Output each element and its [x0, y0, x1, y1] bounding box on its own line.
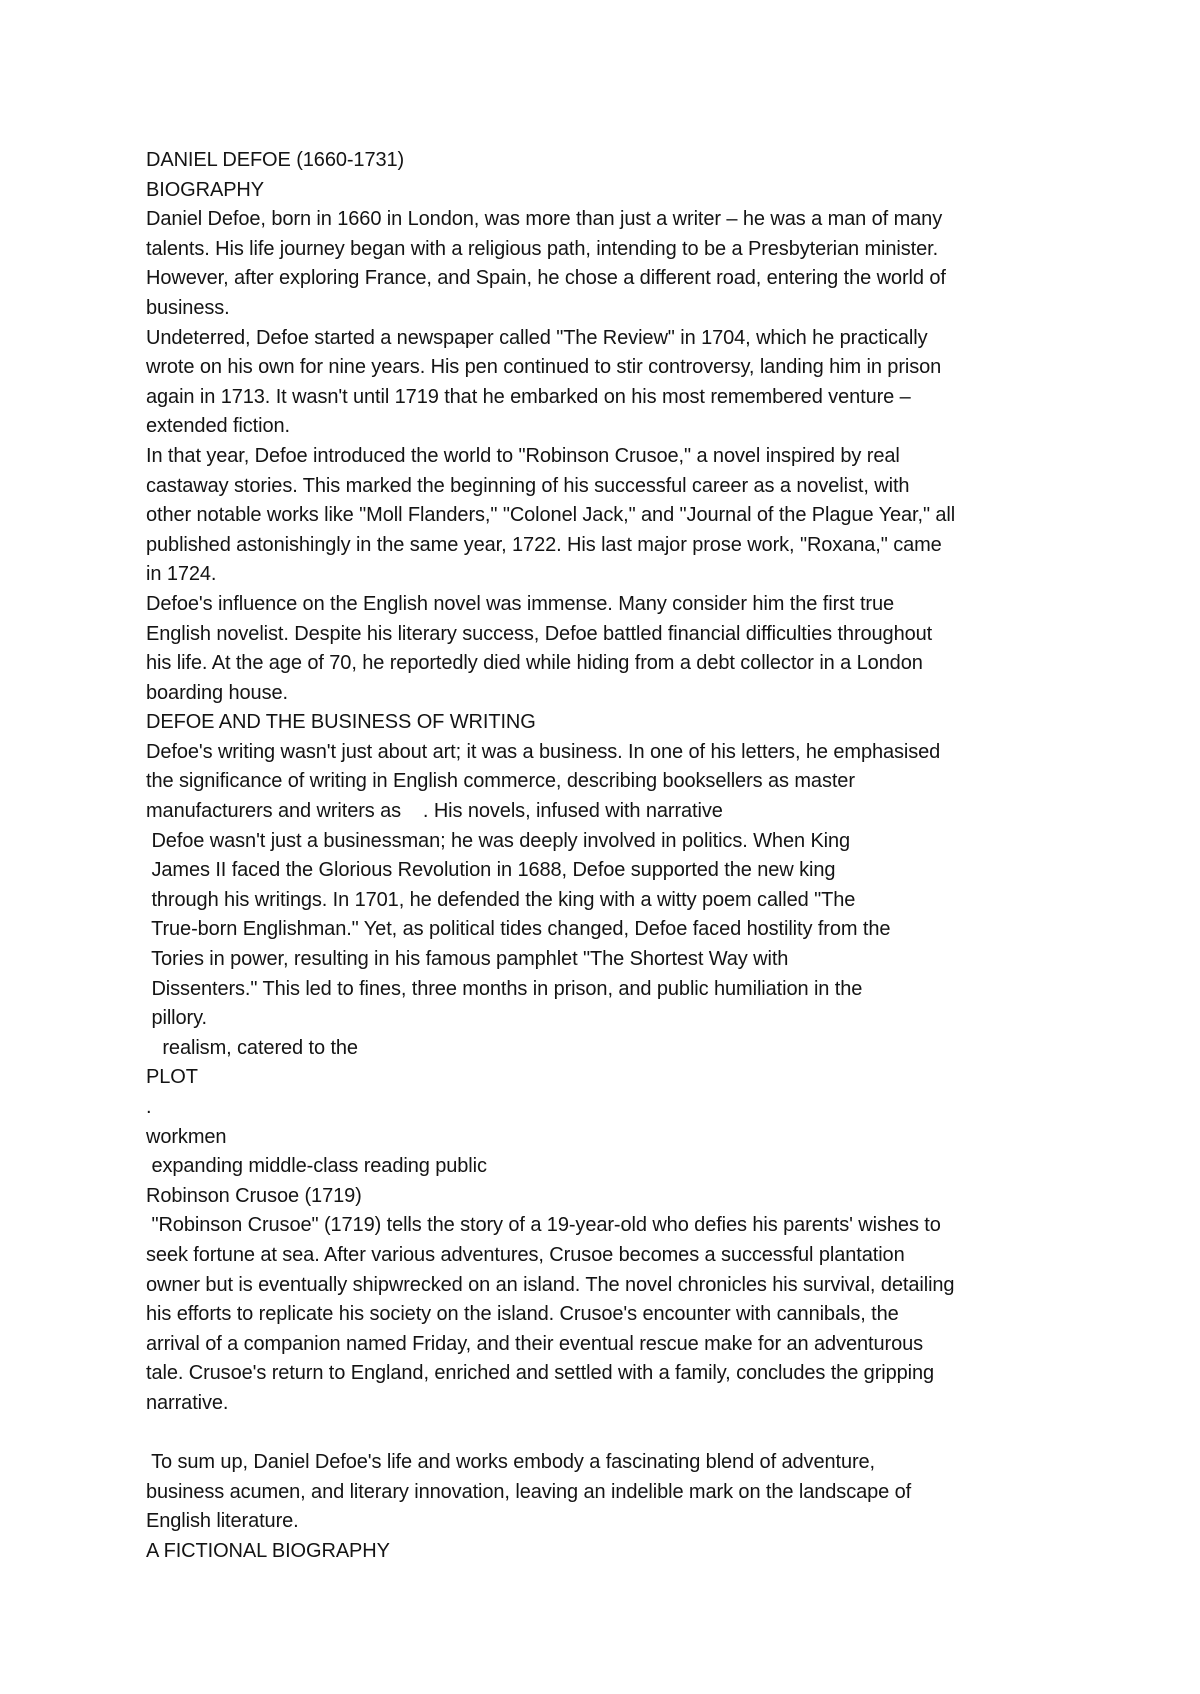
text-line: Tories in power, resulting in his famous pamphlet "The Shortest Way with	[146, 948, 789, 971]
text-line: wrote on his own for nine years. His pen continued to stir controversy, landing him in prison	[146, 356, 942, 379]
text-line: However, after exploring France, and Spain, he chose a different road, entering the world of	[146, 267, 946, 290]
text-line: through his writings. In 1701, he defended the king with a witty poem called "The	[146, 888, 856, 911]
text-line: Defoe wasn't just a businessman; he was deeply involved in politics. When King	[146, 829, 851, 852]
text-line: English literature.	[146, 1510, 299, 1533]
text-line: the significance of writing in English commerce, describing booksellers as master	[146, 770, 855, 793]
text-line: tale. Crusoe's return to England, enriched and settled with a family, concludes the gripping	[146, 1362, 935, 1385]
section-heading-plot: PLOT	[146, 1066, 198, 1089]
section-heading-biography: BIOGRAPHY	[146, 178, 265, 201]
text-line: seek fortune at sea. After various adventures, Crusoe becomes a successful plantation	[146, 1243, 905, 1266]
text-line: castaway stories. This marked the beginning of his successful career as a novelist, with	[146, 474, 910, 497]
text-line: business acumen, and literary innovation, leaving an indelible mark on the landscape of	[146, 1480, 912, 1503]
text-line: boarding house.	[146, 681, 288, 704]
text-line: talents. His life journey began with a religious path, intending to be a Presbyterian minister.	[146, 237, 939, 260]
text-line: extended fiction.	[146, 415, 290, 438]
text-line: Dissenters." This led to fines, three months in prison, and public humiliation in the	[146, 977, 863, 1000]
document-body	[146, 146, 1146, 1567]
text-line: James II faced the Glorious Revolution in 1688, Defoe supported the new king	[146, 859, 836, 882]
text-line: his efforts to replicate his society on the island. Crusoe's encounter with cannibals, the	[146, 1303, 899, 1326]
text-line: in 1724.	[146, 563, 217, 586]
text-line: Daniel Defoe, born in 1660 in London, was more than just a writer – he was a man of many	[146, 208, 943, 231]
text-line: other notable works like "Moll Flanders," "Colonel Jack," and "Journal of the Plague Year," all	[146, 504, 956, 527]
text-line: expanding middle-class reading public	[146, 1155, 487, 1178]
text-line: To sum up, Daniel Defoe's life and works embody a fascinating blend of adventure,	[146, 1451, 876, 1474]
text-line: English novelist. Despite his literary success, Defoe battled financial difficulties throughout	[146, 622, 933, 645]
text-line: workmen	[146, 1125, 227, 1148]
text-line: business.	[146, 296, 230, 319]
text-line: pillory.	[146, 1007, 207, 1030]
text-line: arrival of a companion named Friday, and their eventual rescue make for an adventurous	[146, 1332, 924, 1355]
section-heading-fictional-biography: A FICTIONAL BIOGRAPHY	[146, 1539, 390, 1562]
text-line: True-born Englishman." Yet, as political tides changed, Defoe faced hostility from the	[146, 918, 891, 941]
document-title: DANIEL DEFOE (1660-1731)	[146, 149, 405, 171]
section-heading-business-of-writing: DEFOE AND THE BUSINESS OF WRITING	[146, 711, 536, 734]
text-line: published astonishingly in the same year, 1722. His last major prose work, "Roxana," came	[146, 533, 942, 556]
text-line: owner but is eventually shipwrecked on an island. The novel chronicles his survival, detailing	[146, 1273, 955, 1296]
text-line: his life. At the age of 70, he reportedly died while hiding from a debt collector in a London	[146, 652, 923, 675]
text-line: realism, catered to the	[146, 1036, 358, 1059]
text-line: .	[146, 1096, 152, 1118]
text-line: manufacturers and writers as . His novels, infused with narrative	[146, 800, 723, 823]
text-line: again in 1713. It wasn't until 1719 that he embarked on his most remembered venture –	[146, 385, 911, 408]
section-heading-robinson-crusoe: Robinson Crusoe (1719)	[146, 1184, 362, 1207]
text-line: In that year, Defoe introduced the world to "Robinson Crusoe," a novel inspired by real	[146, 444, 900, 467]
text-line: Undeterred, Defoe started a newspaper called "The Review" in 1704, which he practically	[146, 326, 928, 349]
text-line: narrative.	[146, 1391, 229, 1414]
text-line: "Robinson Crusoe" (1719) tells the story of a 19-year-old who defies his parents' wishes to	[146, 1214, 941, 1237]
text-line: Defoe's writing wasn't just about art; it was a business. In one of his letters, he emphasised	[146, 740, 941, 763]
blank-line	[146, 1419, 1146, 1449]
text-line: Defoe's influence on the English novel was immense. Many consider him the first true	[146, 592, 895, 615]
